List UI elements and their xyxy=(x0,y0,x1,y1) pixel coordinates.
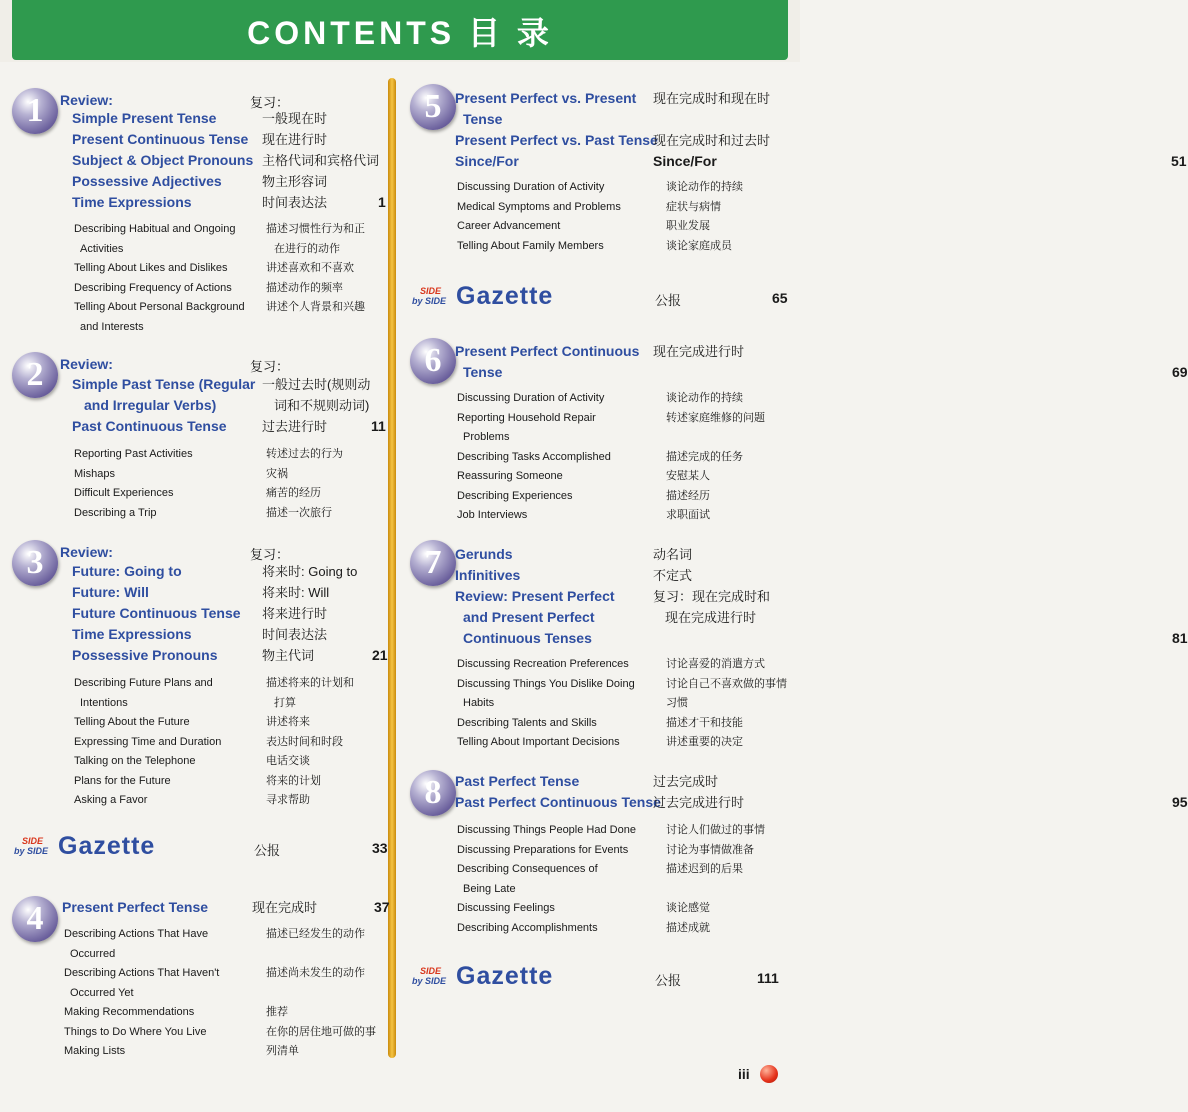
section-title-lines-cn xyxy=(252,897,317,918)
grammar-topic-cn: 词和不规则动词) xyxy=(274,398,370,413)
activity-label: Things to Do Where You Live xyxy=(64,1025,207,1038)
section-title-lines-cn xyxy=(653,88,770,172)
activity-label-cn: 讲述将来 xyxy=(266,716,310,728)
activity-item xyxy=(74,733,404,753)
grammar-topic[interactable]: Subject & Object Pronouns xyxy=(72,152,254,168)
activity-label: Asking a Favor xyxy=(74,794,148,806)
grammar-topic-cn: 物主形容词 xyxy=(262,174,328,189)
gazette-logo-byside: by SIDE xyxy=(412,296,447,306)
gazette-logo-side: SIDE xyxy=(420,966,442,976)
activity-label: Describing Actions That Haven't xyxy=(64,967,220,979)
page-number[interactable]: 81 xyxy=(1172,630,1188,646)
activity-label-cn: 讨论喜爱的消遣方式 xyxy=(666,658,765,670)
activity-label: Problems xyxy=(463,431,510,443)
activity-label: Describing Experiences xyxy=(457,489,573,502)
section-number-badge: 8 xyxy=(410,770,456,816)
activity-label-cn: 在你的居住地可做的事 xyxy=(266,1025,376,1038)
activity-item xyxy=(74,279,404,299)
grammar-topic-cn: 将来时: Will xyxy=(262,585,330,600)
activity-label-cn: 讨论人们做过的事情 xyxy=(666,824,765,836)
section-title-lines xyxy=(455,341,639,383)
grammar-topic-cn: 时间表达法 xyxy=(262,627,328,642)
activity-item xyxy=(457,487,787,507)
grammar-topic-cn: 过去完成进行时 xyxy=(653,795,745,810)
review-label: Review: xyxy=(60,92,113,108)
activity-label-cn: 谈论动作的持续 xyxy=(666,181,743,193)
activity-item xyxy=(74,318,404,338)
activity-label: Mishaps xyxy=(74,467,115,480)
activity-label-cn: 描述迟到的后果 xyxy=(666,863,743,875)
activity-label: Career Advancement xyxy=(457,220,561,232)
grammar-topic[interactable]: Present Perfect Continuous xyxy=(455,343,640,359)
activity-label: Describing Talents and Skills xyxy=(457,716,597,729)
activity-label-cn: 描述习惯性行为和正 xyxy=(266,223,365,235)
grammar-topic[interactable]: and Present Perfect xyxy=(463,609,595,625)
activity-label-cn: 求职面试 xyxy=(666,509,710,521)
grammar-topic-cn: 过去进行时 xyxy=(262,419,328,434)
grammar-topic-cn: 现在完成时 xyxy=(252,900,318,915)
gazette-entry[interactable] xyxy=(412,280,792,314)
grammar-topic-cn: 过去完成时 xyxy=(653,774,719,789)
activity-label-cn: 讨论自己不喜欢做的事情 xyxy=(666,677,787,690)
activity-item xyxy=(457,506,787,526)
activity-item xyxy=(64,1023,394,1043)
activity-label-cn: 描述将来的计划和 xyxy=(266,677,354,689)
grammar-topic[interactable]: Simple Past Tense (Regular xyxy=(72,376,256,392)
section-title-lines xyxy=(72,108,253,213)
activity-label-cn: 讲述喜欢和不喜欢 xyxy=(266,262,354,274)
gazette-logo-side-by-side xyxy=(412,966,446,986)
activity-list xyxy=(457,389,787,526)
activity-label-cn: 痛苦的经历 xyxy=(266,487,321,499)
grammar-topic-cn: 现在完成进行时 xyxy=(653,344,745,359)
review-label-cn: 复习： xyxy=(250,95,290,110)
activity-item xyxy=(457,860,787,880)
activity-item xyxy=(74,240,404,260)
activity-label: Describing Tasks Accomplished xyxy=(457,450,611,463)
page-number[interactable]: 11 xyxy=(371,418,386,434)
grammar-topic-cn: 主格代词和宾格代词 xyxy=(262,153,380,168)
grammar-topic[interactable]: Time Expressions xyxy=(72,194,192,210)
section-title-lines xyxy=(455,88,658,172)
grammar-topic[interactable]: Since/For xyxy=(455,153,519,169)
activity-item xyxy=(457,217,787,237)
activity-item xyxy=(64,945,394,965)
grammar-topic-cn: 复习：现在完成时和 xyxy=(653,589,771,604)
activity-label: Discussing Things People Had Done xyxy=(457,824,636,836)
activity-label-cn: 安慰某人 xyxy=(666,470,710,482)
section-title-lines xyxy=(455,771,661,813)
activity-label: and Interests xyxy=(80,320,144,333)
grammar-topic[interactable]: Future: Will xyxy=(72,584,149,600)
activity-item xyxy=(457,841,787,861)
page-number[interactable]: 95 xyxy=(1172,794,1188,810)
grammar-topic-cn: 现在完成时和现在时 xyxy=(653,91,771,106)
activity-label-cn: 将来的计划 xyxy=(266,774,321,787)
activity-label: Telling About Personal Background xyxy=(74,301,245,313)
activity-label-cn: 习惯 xyxy=(666,697,688,709)
activity-item xyxy=(74,674,404,694)
activity-label-cn: 转述家庭维修的问题 xyxy=(666,411,765,424)
activity-label: Describing Frequency of Actions xyxy=(74,281,232,294)
activity-label-cn: 描述一次旅行 xyxy=(266,506,332,519)
section-number-badge: 7 xyxy=(410,540,456,586)
activity-item xyxy=(64,984,394,1004)
review-label-cn: 复习： xyxy=(250,359,290,374)
grammar-topic-cn: 将来进行时 xyxy=(262,606,328,621)
gazette-logo-side: SIDE xyxy=(420,286,442,296)
activity-item xyxy=(74,694,404,714)
activity-label-cn: 推荐 xyxy=(266,1006,288,1018)
grammar-topic[interactable]: Review: Present Perfect xyxy=(455,588,615,604)
activity-item xyxy=(457,880,787,900)
grammar-topic-cn: 不定式 xyxy=(653,568,693,583)
activity-label: Describing Consequences of xyxy=(457,863,598,875)
grammar-topic[interactable]: Future: Going to xyxy=(72,563,182,579)
activity-item xyxy=(74,220,404,240)
gazette-logo-byside: by SIDE xyxy=(14,846,49,856)
activity-item xyxy=(457,899,787,919)
gazette-label-cn: 公报 xyxy=(254,843,281,858)
gazette-entry[interactable] xyxy=(412,960,792,994)
activity-item xyxy=(74,713,404,733)
gazette-logo-side-by-side xyxy=(14,836,48,856)
activity-label: Talking on the Telephone xyxy=(74,755,196,767)
activity-item xyxy=(457,237,787,257)
activity-label: Discussing Preparations for Events xyxy=(457,843,629,856)
activity-label: Reporting Household Repair xyxy=(457,411,596,424)
activity-label: Discussing Duration of Activity xyxy=(457,181,605,193)
page-number[interactable]: 111 xyxy=(757,970,779,986)
activity-label: Reassuring Someone xyxy=(457,470,563,482)
activity-item xyxy=(74,772,404,792)
activity-item xyxy=(74,504,404,524)
activity-item xyxy=(457,409,787,429)
section-title-lines xyxy=(72,561,241,666)
activity-item xyxy=(457,448,787,468)
activity-list xyxy=(457,821,787,938)
grammar-topic[interactable]: Possessive Adjectives xyxy=(72,173,222,189)
page-number[interactable]: 37 xyxy=(374,899,390,915)
activity-label: Discussing Duration of Activity xyxy=(457,392,605,404)
activity-label-cn: 寻求帮助 xyxy=(266,794,310,806)
activity-label-cn: 列清单 xyxy=(266,1045,299,1057)
activity-item xyxy=(74,445,404,465)
activity-label-cn: 电话交谈 xyxy=(266,755,310,767)
section-number-badge: 4 xyxy=(12,896,58,942)
activity-label-cn: 谈论家庭成员 xyxy=(666,239,732,252)
grammar-topic[interactable]: Infinitives xyxy=(455,567,521,583)
gazette-logo-word: Gazette xyxy=(456,962,554,990)
section-title-lines xyxy=(455,544,615,649)
activity-item xyxy=(457,389,787,409)
activity-item xyxy=(74,791,404,811)
activity-label-cn: 描述成就 xyxy=(666,921,710,934)
activity-label-cn: 描述已经发生的动作 xyxy=(266,928,365,940)
activity-label: Discussing Recreation Preferences xyxy=(457,658,629,670)
grammar-topic-cn: 一般过去时(规则动 xyxy=(262,377,371,392)
section-number-badge: 3 xyxy=(12,540,58,586)
section-number-badge: 1 xyxy=(12,88,58,134)
section-number-badge: 2 xyxy=(12,352,58,398)
gazette-entry[interactable] xyxy=(14,830,394,864)
activity-label-cn: 描述动作的频率 xyxy=(266,281,343,294)
activity-item xyxy=(64,1003,394,1023)
activity-label-cn: 描述才干和技能 xyxy=(666,716,743,729)
activity-label-cn: 讲述个人背景和兴趣 xyxy=(266,301,365,313)
grammar-topic[interactable]: Tense xyxy=(463,364,503,380)
activity-label: Occurred Yet xyxy=(70,986,134,999)
activity-label: Medical Symptoms and Problems xyxy=(457,200,621,213)
activity-item xyxy=(74,752,404,772)
page-number[interactable]: 69 xyxy=(1172,364,1188,380)
section-title-lines-cn xyxy=(262,374,370,437)
grammar-topic-cn: 现在完成进行时 xyxy=(665,610,757,625)
activity-label: Making Lists xyxy=(64,1045,126,1057)
review-label: Review: xyxy=(60,544,113,560)
grammar-topic[interactable]: Time Expressions xyxy=(72,626,192,642)
activity-label: Occurred xyxy=(70,947,116,960)
header-bar xyxy=(0,0,800,62)
activity-item xyxy=(457,178,787,198)
activity-label: Describing a Trip xyxy=(74,506,157,519)
gazette-logo-word: Gazette xyxy=(58,832,156,860)
activity-label: Telling About Important Decisions xyxy=(457,736,620,748)
activity-label: Telling About Likes and Dislikes xyxy=(74,262,228,274)
activity-label-cn: 在进行的动作 xyxy=(274,242,340,255)
activity-label: Intentions xyxy=(80,696,128,709)
activity-label: Describing Habitual and Ongoing xyxy=(74,223,236,235)
activity-label-cn: 讲述重要的决定 xyxy=(666,736,743,748)
grammar-topic-cn: 时间表达法 xyxy=(262,195,328,210)
gazette-logo-side: SIDE xyxy=(22,836,44,846)
grammar-topic[interactable]: and Irregular Verbs) xyxy=(84,397,217,413)
grammar-topic[interactable]: Present Perfect Tense xyxy=(62,899,209,915)
activity-item xyxy=(457,467,787,487)
grammar-topic[interactable]: Gerunds xyxy=(455,546,513,562)
activity-item xyxy=(457,428,787,448)
section-title-lines-cn xyxy=(262,561,357,666)
activity-item xyxy=(457,821,787,841)
activity-label: Plans for the Future xyxy=(74,774,171,787)
activity-label: Activities xyxy=(80,242,124,255)
grammar-topic-cn: 将来时: Going to xyxy=(262,564,358,579)
section-number-badge: 6 xyxy=(410,338,456,384)
footer-page-number: iii xyxy=(738,1066,750,1082)
section-title-lines-cn xyxy=(653,544,770,649)
activity-label: Describing Future Plans and xyxy=(74,677,213,689)
activity-label: Habits xyxy=(463,697,495,709)
activity-label: Telling About Family Members xyxy=(457,239,604,252)
activity-label: Reporting Past Activities xyxy=(74,448,193,460)
grammar-topic[interactable]: Present Perfect vs. Present xyxy=(455,90,637,106)
grammar-topic[interactable]: Present Continuous Tense xyxy=(72,131,249,147)
page-number[interactable]: 65 xyxy=(772,290,788,306)
activity-label-cn: 表达时间和时段 xyxy=(266,735,343,748)
grammar-topic-cn: 现在进行时 xyxy=(262,132,328,147)
grammar-topic[interactable]: Past Perfect Tense xyxy=(455,773,580,789)
activity-item xyxy=(74,298,404,318)
grammar-topic-cn: 一般现在时 xyxy=(262,111,328,126)
grammar-topic[interactable]: Past Continuous Tense xyxy=(72,418,227,434)
gazette-label-cn: 公报 xyxy=(655,293,682,308)
page-number[interactable]: 33 xyxy=(372,840,388,856)
activity-item xyxy=(457,655,787,675)
activity-label: Difficult Experiences xyxy=(74,487,174,499)
activity-item xyxy=(457,675,787,695)
activity-label-cn: 谈论感觉 xyxy=(666,902,710,914)
page-number[interactable]: 1 xyxy=(378,194,386,210)
activity-list xyxy=(74,220,404,337)
grammar-topic[interactable]: Present Perfect vs. Past Tense xyxy=(455,132,658,148)
section-title-lines-cn xyxy=(262,108,379,213)
activity-label-cn: 打算 xyxy=(274,696,296,709)
activity-item xyxy=(457,694,787,714)
grammar-topic-cn: 现在完成时和过去时 xyxy=(653,133,771,148)
activity-label-cn: 谈论动作的持续 xyxy=(666,392,743,404)
grammar-topic-cn xyxy=(653,362,744,383)
grammar-topic-cn: Since/For xyxy=(653,153,717,169)
activity-item xyxy=(74,465,404,485)
activity-label: Discussing Things You Dislike Doing xyxy=(457,677,635,690)
activity-list xyxy=(64,925,394,1062)
activity-list xyxy=(457,178,787,256)
activity-label: Discussing Feelings xyxy=(457,902,555,914)
page-number[interactable]: 51 xyxy=(1171,153,1187,169)
activity-item xyxy=(457,733,787,753)
activity-item xyxy=(457,919,787,939)
grammar-topic-cn xyxy=(653,109,770,130)
activity-item xyxy=(457,198,787,218)
grammar-topic[interactable]: Simple Present Tense xyxy=(72,110,217,126)
header-band xyxy=(12,0,788,60)
activity-label-cn: 灾祸 xyxy=(266,467,288,480)
grammar-topic[interactable]: Continuous Tenses xyxy=(463,630,592,646)
activity-list xyxy=(74,445,404,523)
activity-label-cn: 描述尚未发生的动作 xyxy=(266,967,365,979)
gazette-logo-side-by-side xyxy=(412,286,446,306)
activity-label-cn: 职业发展 xyxy=(666,220,710,232)
red-dot-icon xyxy=(760,1065,778,1083)
activity-list xyxy=(457,655,787,753)
activity-label: Being Late xyxy=(463,882,516,895)
grammar-topic-cn: 动名词 xyxy=(653,547,693,562)
activity-label: Making Recommendations xyxy=(64,1006,195,1018)
activity-label: Describing Actions That Have xyxy=(64,928,209,940)
grammar-topic-cn xyxy=(653,628,770,649)
activity-item xyxy=(64,925,394,945)
grammar-topic-cn: 物主代词 xyxy=(262,648,315,663)
section-title-lines xyxy=(62,897,208,918)
activity-item xyxy=(64,1042,394,1062)
page-number[interactable]: 21 xyxy=(372,647,388,663)
activity-item xyxy=(74,259,404,279)
activity-label-cn: 讨论为事情做准备 xyxy=(666,843,754,856)
gazette-label-cn: 公报 xyxy=(655,973,682,988)
gazette-logo-word: Gazette xyxy=(456,282,554,310)
activity-label: Telling About the Future xyxy=(74,716,190,728)
activity-label-cn: 症状与病情 xyxy=(666,200,721,213)
activity-label: Describing Accomplishments xyxy=(457,921,598,934)
activity-item xyxy=(64,964,394,984)
section-number-badge: 5 xyxy=(410,84,456,130)
grammar-topic[interactable]: Past Perfect Continuous Tense xyxy=(455,794,661,810)
grammar-topic[interactable]: Tense xyxy=(463,111,503,127)
activity-label-cn: 描述经历 xyxy=(666,489,710,502)
section-title-lines xyxy=(72,374,255,437)
gazette-logo-byside: by SIDE xyxy=(412,976,447,986)
page-title: CONTENTS 目 录 xyxy=(247,15,553,51)
activity-label-cn: 描述完成的任务 xyxy=(666,450,743,463)
grammar-topic[interactable]: Future Continuous Tense xyxy=(72,605,241,621)
review-label-cn: 复习： xyxy=(250,547,290,562)
grammar-topic[interactable]: Possessive Pronouns xyxy=(72,647,218,663)
activity-label-cn: 转述过去的行为 xyxy=(266,448,343,460)
section-title-lines-cn xyxy=(653,341,744,383)
activity-item xyxy=(74,484,404,504)
activity-item xyxy=(457,714,787,734)
review-label: Review: xyxy=(60,356,113,372)
section-title-lines-cn xyxy=(653,771,744,813)
activity-label: Expressing Time and Duration xyxy=(74,735,222,748)
activity-label: Job Interviews xyxy=(457,509,528,521)
activity-list xyxy=(74,674,404,811)
